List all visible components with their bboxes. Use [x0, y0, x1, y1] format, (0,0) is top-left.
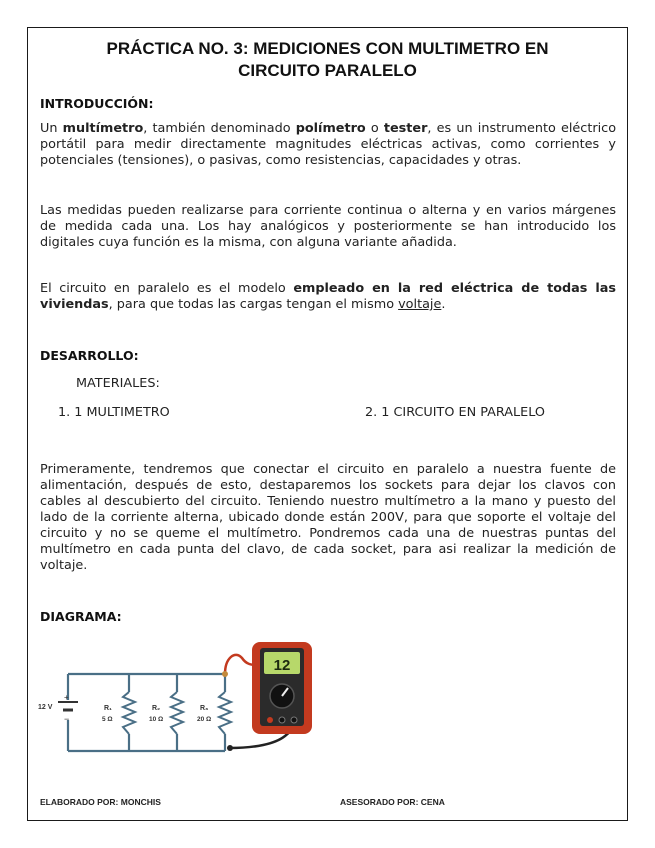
resistor-1-icon	[123, 692, 135, 734]
circuit-diagram	[30, 636, 330, 766]
battery-icon	[58, 702, 78, 710]
intro-paragraph-1: Un multímetro, también denominado polímetro o tester, es un instrumento eléctrico portátil para medir directamente magnitudes eléctricas activas, como corrientes y potenciales (tensiones), o pasivas, como resistencias, capacidades y otras.	[40, 121, 617, 168]
desarrollo-heading: DESARROLLO:	[40, 348, 139, 363]
material-item-2: 2. 1 CIRCUITO EN PARALELO	[365, 405, 545, 420]
materials-label: MATERIALES:	[76, 376, 160, 391]
resistor-1-name: R₁	[104, 705, 112, 712]
multimeter-display: 12	[273, 657, 291, 674]
diagrama-heading: DIAGRAMA:	[40, 609, 122, 624]
desarrollo-paragraph: Primeramente, tendremos que conectar el circuito en paralelo a nuestra fuente de alimentación, después de esto, destaparemos los sockets para dejar los clavos con cables al descubierto del circuito. Teniendo nuestro multímetro a la mano y puesto del lado de la corriente alterna, ubicado donde están 200V, para que soporte el voltaje del circuito y no se queme el multímetro. Pondremos cada una de nuestras puntas del multímetro en cada punta del clavo, de cada socket, para asi realizar la medición de voltaje.	[40, 462, 616, 573]
intro-paragraph-3: El circuito en paralelo es el modelo empleado en la red eléctrica de todas las viviendas, para que todas las cargas tengan el mismo voltaje.	[40, 281, 617, 312]
page-title	[40, 38, 615, 82]
title-line-1: PRÁCTICA NO. 3: MEDICIONES CON MULTIMETRO EN	[106, 39, 549, 58]
resistor-3-icon	[219, 692, 231, 734]
footer-elaborado: ELABORADO POR: MONCHIS	[40, 797, 161, 807]
resistor-3-value: 20 Ω	[197, 716, 212, 723]
intro-paragraph-2: Las medidas pueden realizarse para corriente continua o alterna y en varios márgenes de medida cada una. Los hay analógicos y posteriormente se han introducido los digitales cuya función es la misma, con alguna variante añadida.	[40, 203, 616, 250]
footer-asesorado: ASESORADO POR: CENA	[340, 797, 445, 807]
title-line-2: CIRCUITO PARALELO	[238, 61, 417, 80]
intro-heading: INTRODUCCIÓN:	[40, 96, 154, 111]
multimeter-icon	[252, 642, 312, 734]
material-item-1: 1. 1 MULTIMETRO	[58, 405, 170, 420]
circuit-wires	[68, 674, 225, 751]
resistor-2-icon	[171, 692, 183, 734]
battery-minus: −	[64, 714, 70, 724]
resistor-3-name: R₃	[200, 705, 209, 712]
resistor-2-value: 10 Ω	[149, 716, 164, 723]
battery-plus: +	[64, 693, 69, 702]
resistor-2-name: R₂	[152, 705, 161, 712]
source-label: 12 V	[38, 704, 53, 711]
resistor-1-value: 5 Ω	[102, 716, 113, 723]
